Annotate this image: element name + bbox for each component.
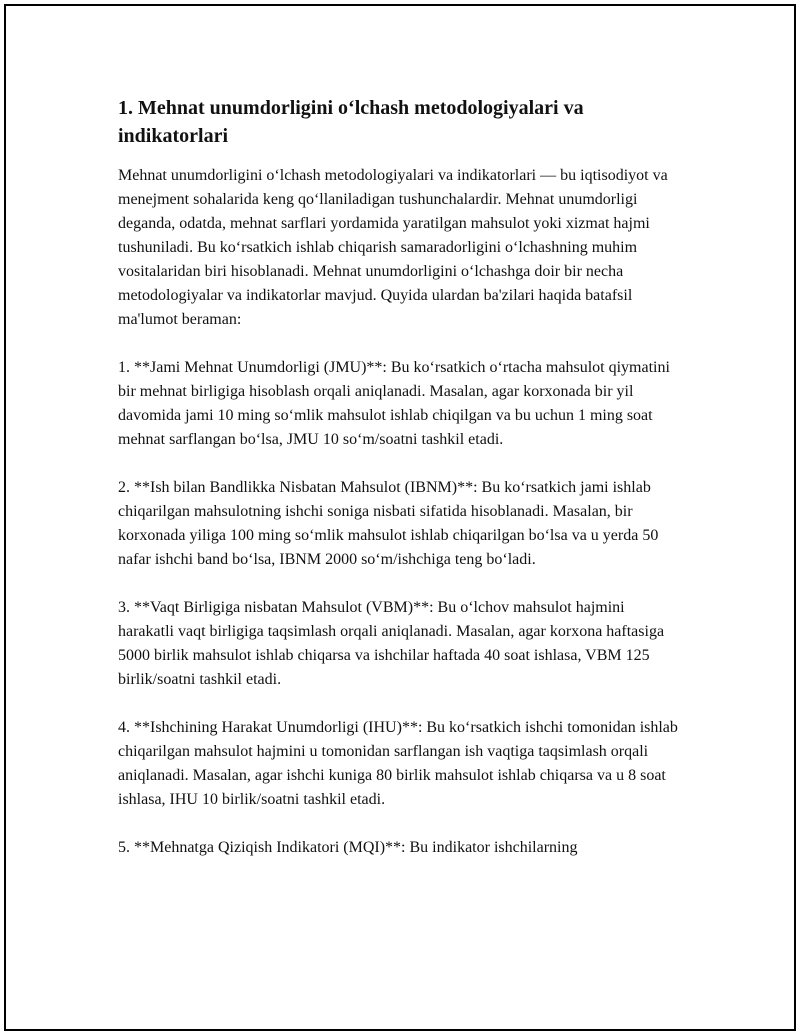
paragraph-spacer: [118, 572, 684, 596]
document-body: [118, 94, 684, 860]
paragraph-spacer: [118, 332, 684, 356]
intro-paragraph: Mehnat unumdorligini o‘lchash metodologiyalari va indikatorlari — bu iqtisodiyot va menejment sohalarida keng qo‘llaniladigan tushunchalardir. Mehnat unumdorligi deganda, odatda, mehnat sarflari yordamida yaratilgan mahsulot yoki xizmat hajmi tushuniladi. Bu ko‘rsatkich ishlab chiqarish samaradorligini o‘lchashning muhim vositalaridan biri hisoblanadi. Mehnat unumdorligini o‘lchashga doir bir necha metodologiyalar va indikatorlar mavjud. Quyida ulardan ba'zilari haqida batafsil ma'lumot beraman:: [118, 167, 668, 328]
list-item-ibnm: 2. **Ish bilan Bandlikka Nisbatan Mahsulot (IBNM)**: Bu ko‘rsatkich jami ishlab chiqarilgan mahsulotning ishchi soniga nisbati sifatida hisoblanadi. Masalan, bir korxonada yiliga 100 ming so‘mlik mahsulot ishlab chiqarilgan bo‘lsa va u yerda 50 nafar ishchi band bo‘lsa, IBNM 2000 so‘m/ishchiga teng bo‘ladi.: [118, 479, 659, 568]
paragraph-spacer: [118, 452, 684, 476]
list-item-vbm: 3. **Vaqt Birligiga nisbatan Mahsulot (VBM)**: Bu o‘lchov mahsulot hajmini harakatli vaqt birligiga taqsimlash orqali aniqlanadi. Masalan, agar korxona haftasiga 5000 birlik mahsulot ishlab chiqarsa va ishchilar haftada 40 soat ishlasa, VBM 125 birlik/soatni tashkil etadi.: [118, 599, 665, 688]
paragraph-spacer: [118, 692, 684, 716]
list-item-mqi: 5. **Mehnatga Qiziqish Indikatori (MQI)**: Bu indikator ishchilarning: [118, 839, 578, 856]
list-item-ihu: 4. **Ishchining Harakat Unumdorligi (IHU)**: Bu ko‘rsatkich ishchi tomonidan ishlab chiqarilgan mahsulot hajmini u tomonidan sarflangan ish vaqtiga taqsimlash orqali aniqlanadi. Masalan, agar ishchi kuniga 80 birlik mahsulot ishlab chiqarsa va u 8 soat ishlasa, IHU 10 birlik/soatni tashkil etadi.: [118, 719, 678, 808]
list-item-jmu: 1. **Jami Mehnat Unumdorligi (JMU)**: Bu ko‘rsatkich o‘rtacha mahsulot qiymatini bir mehnat birligiga hisoblash orqali aniqlanadi. Masalan, agar korxonada bir yil davomida jami 10 ming so‘mlik mahsulot ishlab chiqilgan va bu uchun 1 ming soat mehnat sarflangan bo‘lsa, JMU 10 so‘m/soatni tashkil etadi.: [118, 359, 670, 448]
paragraph-spacer: [118, 812, 684, 836]
section-heading: 1. Mehnat unumdorligini o‘lchash metodologiyalari va indikatorlari: [118, 97, 584, 147]
